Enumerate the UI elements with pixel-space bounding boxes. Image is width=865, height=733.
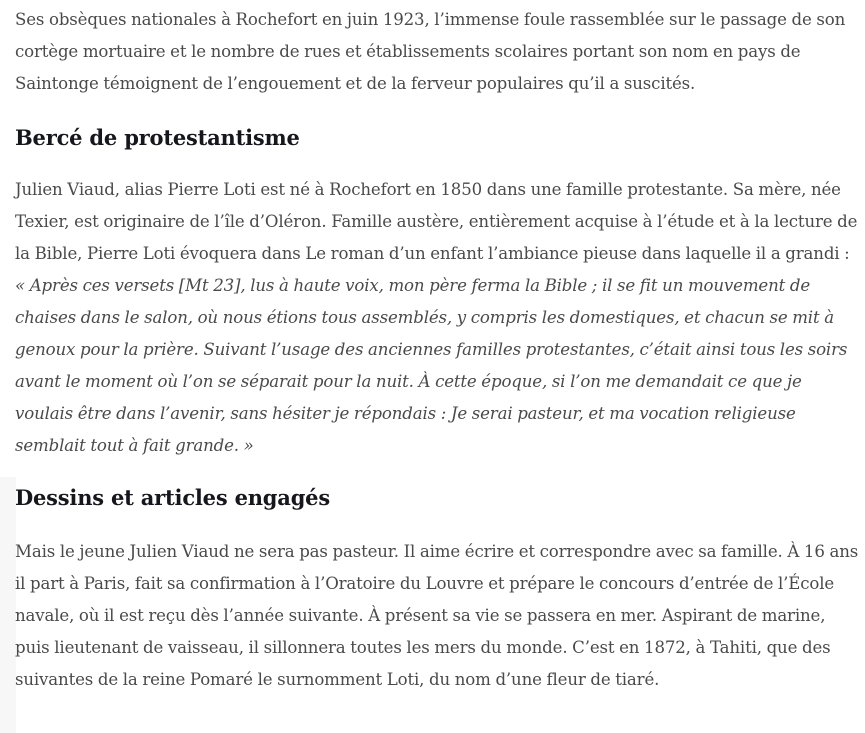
- section-paragraph-protestantisme: [15, 174, 860, 462]
- section-heading-dessins-et-articles: Dessins et articles engagés: [15, 485, 330, 510]
- side-strip: [0, 477, 16, 733]
- section-heading-berce-de-protestantisme: Bercé de protestantisme: [15, 125, 300, 150]
- intro-paragraph: Ses obsèques nationales à Rochefort en juin 1923, l’immense foule rassemblée sur le passage de son cortège mortuaire et le nombre de rues et établissements scolaires portant son nom en pays de Saintonge témoignent de l’engouement et de la ferveur populaires qu’il a suscités.: [15, 10, 846, 93]
- paragraph-text: Julien Viaud, alias Pierre Loti est né à Rochefort en 1850 dans une famille protestante. Sa mère, née Texier, est originaire de l’île d’Oléron. Famille austère, entièrement acquise à l’étude et à la lecture de la Bible, Pierre Loti évoquera dans Le roman d’un enfant l’ambiance pieuse dans laquelle il a grandi :: [15, 180, 858, 263]
- roman-dun-enfant-quote: « Après ces versets [Mt 23], lus à haute voix, mon père ferma la Bible ; il se fit un mouvement de chaises dans le salon, où nous étions tous assemblés, y compris les domestiques, et chacun se mit à genoux pour la prière. Suivant l’usage des anciennes familles protestantes, c’était ainsi tous les soirs avant le moment où l’on se séparait pour la nuit. À cette époque, si l’on me demandait ce que je voulais être dans l’avenir, sans hésiter je répondais : Je serai pasteur, et ma vocation religieuse semblait tout à fait grande. »: [15, 276, 848, 455]
- article-content: [15, 4, 860, 696]
- section-paragraph-dessins: Mais le jeune Julien Viaud ne sera pas pasteur. Il aime écrire et correspondre avec sa famille. À 16 ans il part à Paris, fait sa confirmation à l’Oratoire du Louvre et prépare le concours d’entrée de l’École navale, où il est reçu dès l’année suivante. À présent sa vie se passera en mer. Aspirant de marine, puis lieutenant de vaisseau, il sillonnera toutes les mers du monde. C’est en 1872, à Tahiti, que des suivantes de la reine Pomaré le surnomment Loti, du nom d’une fleur de tiaré.: [15, 542, 859, 689]
